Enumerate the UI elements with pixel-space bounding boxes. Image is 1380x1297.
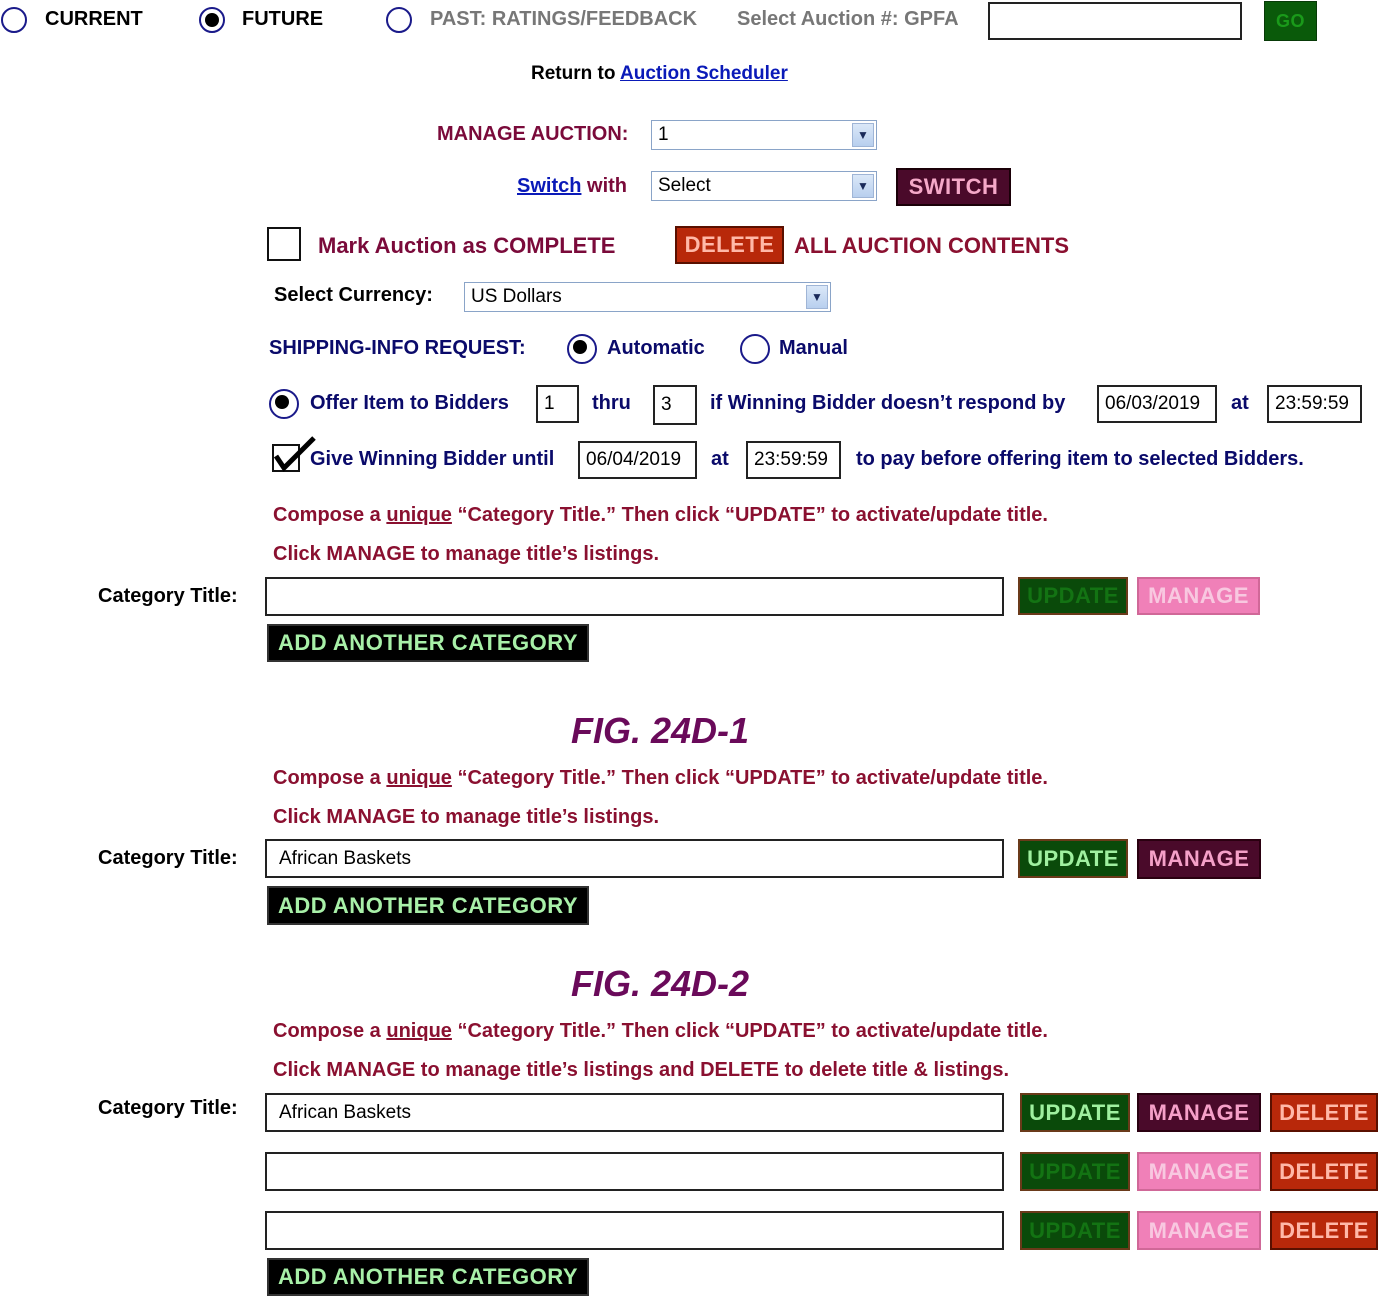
give-suffix: to pay before offering item to selected Bidders.	[856, 448, 1304, 470]
offer-time-input[interactable]: 23:59:59	[1267, 385, 1362, 423]
switch-with: with	[587, 175, 628, 197]
currency-select[interactable]	[464, 282, 831, 312]
offer-from-input[interactable]: 1	[536, 385, 579, 423]
shipping-label: SHIPPING-INFO REQUEST:	[269, 337, 526, 359]
radio-current-label: CURRENT	[45, 8, 143, 30]
category-title-label: Category Title:	[98, 847, 238, 869]
compose-instruction	[273, 767, 1048, 790]
category-title-input[interactable]	[265, 577, 1004, 616]
switch-select[interactable]	[651, 171, 877, 201]
currency-label: Select Currency:	[274, 284, 433, 306]
manage-auction-label: MANAGE AUCTION:	[437, 123, 629, 145]
compose-prefix: Compose a	[273, 767, 381, 789]
add-category-button[interactable]: ADD ANOTHER CATEGORY	[267, 886, 589, 925]
manage-button[interactable]: MANAGE	[1137, 1093, 1261, 1132]
radio-shipping-manual[interactable]	[740, 334, 770, 364]
shipping-manual-label: Manual	[779, 337, 848, 359]
compose-suffix: “Category Title.” Then click “UPDATE” to activate/update title.	[457, 767, 1048, 789]
compose-instruction	[273, 504, 1048, 527]
return-line	[531, 63, 788, 85]
offer-date-input[interactable]: 06/03/2019	[1097, 385, 1217, 423]
update-button[interactable]: UPDATE	[1018, 577, 1128, 615]
offer-label: Offer Item to Bidders	[310, 392, 509, 414]
radio-future[interactable]	[199, 7, 225, 33]
radio-offer-item[interactable]	[269, 389, 299, 419]
chevron-down-icon: ▼	[806, 285, 828, 309]
go-button[interactable]: GO	[1264, 1, 1317, 41]
give-label: Give Winning Bidder until	[310, 448, 555, 470]
compose-instruction	[273, 1020, 1048, 1043]
mark-complete-checkbox[interactable]	[267, 227, 301, 261]
radio-past[interactable]	[386, 7, 412, 33]
auction-number-input[interactable]	[988, 2, 1242, 40]
add-category-button[interactable]: ADD ANOTHER CATEGORY	[267, 1258, 589, 1296]
give-date-input[interactable]: 06/04/2019	[578, 441, 697, 479]
manage-delete-instruction: Click MANAGE to manage title’s listings and DELETE to delete title & listings.	[273, 1059, 1010, 1081]
switch-select-value: Select	[658, 175, 711, 196]
switch-line	[517, 175, 627, 198]
give-at: at	[711, 448, 729, 470]
manage-auction-select[interactable]	[651, 120, 877, 150]
chevron-down-icon: ▼	[852, 174, 874, 198]
category-title-label: Category Title:	[98, 1097, 238, 1119]
shipping-automatic-label: Automatic	[607, 337, 705, 359]
delete-button[interactable]: DELETE	[1270, 1152, 1378, 1191]
compose-unique: unique	[386, 504, 452, 526]
currency-value: US Dollars	[471, 286, 562, 307]
compose-suffix: “Category Title.” Then click “UPDATE” to activate/update title.	[457, 1020, 1048, 1042]
manage-button[interactable]: MANAGE	[1137, 839, 1261, 879]
delete-all-suffix: ALL AUCTION CONTENTS	[794, 233, 1069, 258]
add-category-button[interactable]: ADD ANOTHER CATEGORY	[267, 624, 589, 662]
compose-suffix: “Category Title.” Then click “UPDATE” to activate/update title.	[457, 504, 1048, 526]
offer-to-input[interactable]: 3	[653, 385, 697, 425]
manage-instruction: Click MANAGE to manage title’s listings.	[273, 806, 659, 828]
update-button[interactable]: UPDATE	[1020, 1093, 1130, 1132]
compose-unique: unique	[386, 1020, 452, 1042]
delete-all-button[interactable]: DELETE	[675, 226, 784, 264]
select-auction-label: Select Auction #: GPFA	[737, 8, 959, 30]
manage-button[interactable]: MANAGE	[1137, 1211, 1261, 1250]
chevron-down-icon: ▼	[852, 123, 874, 147]
radio-past-label: PAST: RATINGS/FEEDBACK	[430, 8, 698, 30]
radio-current[interactable]	[1, 7, 27, 33]
delete-button[interactable]: DELETE	[1270, 1093, 1378, 1132]
give-time-input[interactable]: 23:59:59	[746, 441, 841, 479]
update-button[interactable]: UPDATE	[1020, 1211, 1130, 1250]
update-button[interactable]: UPDATE	[1020, 1152, 1130, 1191]
update-button[interactable]: UPDATE	[1018, 839, 1128, 878]
figure-caption: FIG. 24D-2	[571, 963, 750, 1004]
offer-thru: thru	[592, 392, 631, 414]
figure-caption: FIG. 24D-1	[571, 710, 750, 751]
return-prefix: Return to	[531, 63, 616, 84]
category-title-input[interactable]	[265, 1152, 1004, 1191]
switch-button[interactable]: SWITCH	[896, 168, 1011, 206]
mark-complete-label: Mark Auction as COMPLETE	[318, 233, 616, 258]
manage-button[interactable]: MANAGE	[1137, 1152, 1261, 1191]
auction-scheduler-link[interactable]: Auction Scheduler	[620, 63, 788, 84]
category-title-input[interactable]: African Baskets	[265, 839, 1004, 878]
compose-prefix: Compose a	[273, 1020, 381, 1042]
compose-prefix: Compose a	[273, 504, 381, 526]
category-title-input[interactable]	[265, 1211, 1004, 1250]
offer-at: at	[1231, 392, 1249, 414]
offer-if-text: if Winning Bidder doesn’t respond by	[710, 392, 1066, 414]
category-title-input[interactable]: African Baskets	[265, 1093, 1004, 1132]
delete-button[interactable]: DELETE	[1270, 1211, 1378, 1250]
radio-shipping-automatic[interactable]	[567, 334, 597, 364]
manage-button[interactable]: MANAGE	[1137, 577, 1260, 615]
manage-auction-value: 1	[658, 124, 669, 145]
category-title-label: Category Title:	[98, 585, 238, 607]
switch-link[interactable]: Switch	[517, 175, 582, 197]
compose-unique: unique	[386, 767, 452, 789]
radio-future-label: FUTURE	[242, 8, 324, 30]
manage-instruction: Click MANAGE to manage title’s listings.	[273, 543, 659, 565]
